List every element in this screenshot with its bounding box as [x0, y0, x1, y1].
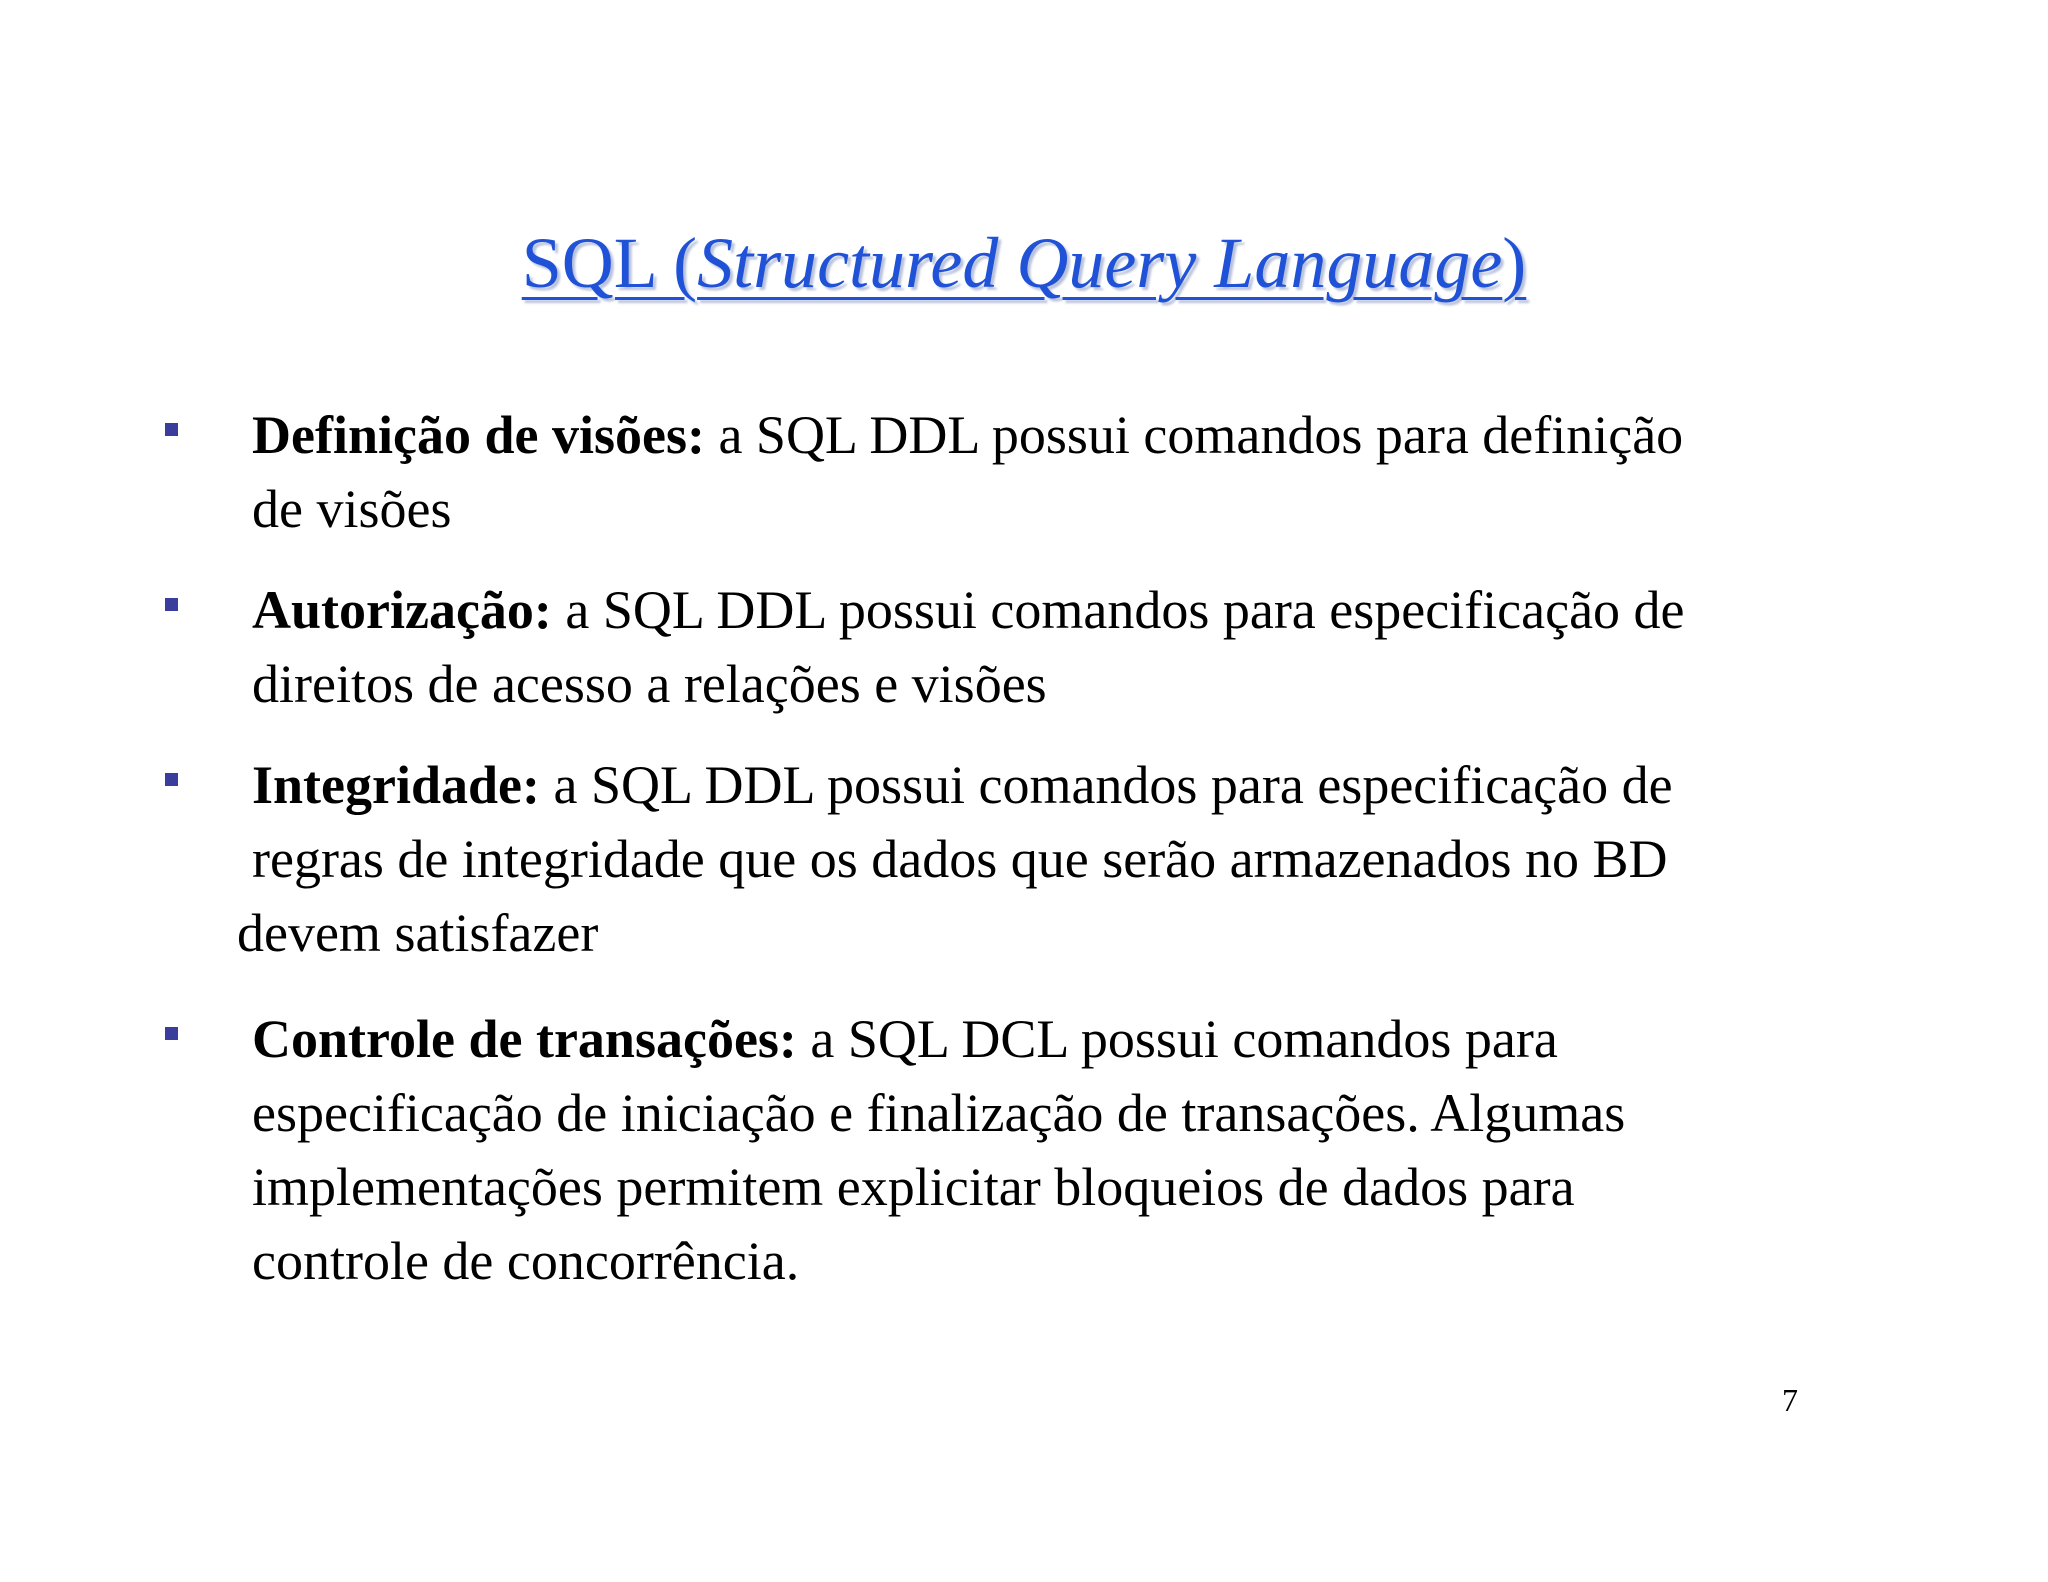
square-bullet-icon: [165, 598, 178, 611]
bullet-text: [252, 1002, 1992, 1298]
square-bullet-icon: [165, 423, 178, 436]
bullet-term: Definição de visões:: [252, 405, 705, 465]
bullet-line: especificação de iniciação e finalização de transações. Algumas: [252, 1083, 1626, 1143]
page-number: 7: [1782, 1382, 1798, 1418]
bullet-text: [237, 748, 1992, 970]
bullet-line: [252, 1002, 1992, 1076]
bullet-line: devem satisfazer: [237, 903, 599, 963]
bullet-line: [252, 573, 1992, 647]
bullet-term: Autorização:: [252, 580, 552, 640]
bullet-line: direitos de acesso a relações e visões: [252, 654, 1047, 714]
bullet-line-text: a SQL DDL possui comandos para especificação de: [551, 580, 1685, 640]
title-suffix: ): [1502, 223, 1527, 303]
title-italic: Structured Query Language: [697, 223, 1503, 303]
title-prefix: SQL (: [521, 223, 698, 303]
bullet-line: [252, 398, 1992, 472]
bullet-line-text: a SQL DCL possui comandos para: [796, 1009, 1558, 1069]
bullet-line: implementações permitem explicitar bloqueios de dados para: [252, 1157, 1575, 1217]
bullet-line-text: a SQL DDL possui comandos para definição: [704, 405, 1684, 465]
square-bullet-icon: [165, 773, 178, 786]
bullet-line: [252, 748, 1992, 822]
bullet-text: [252, 398, 1992, 546]
bullet-term: Controle de transações:: [252, 1009, 797, 1069]
bullet-term: Integridade:: [252, 755, 540, 815]
bullet-line: regras de integridade que os dados que serão armazenados no BD: [252, 829, 1668, 889]
square-bullet-icon: [165, 1027, 178, 1040]
bullet-text: [252, 573, 1992, 721]
bullet-line: de visões: [252, 479, 452, 539]
bullet-line: controle de concorrência.: [252, 1231, 800, 1291]
slide-title: [0, 218, 2048, 308]
bullet-line-text: a SQL DDL possui comandos para especificação de: [539, 755, 1673, 815]
